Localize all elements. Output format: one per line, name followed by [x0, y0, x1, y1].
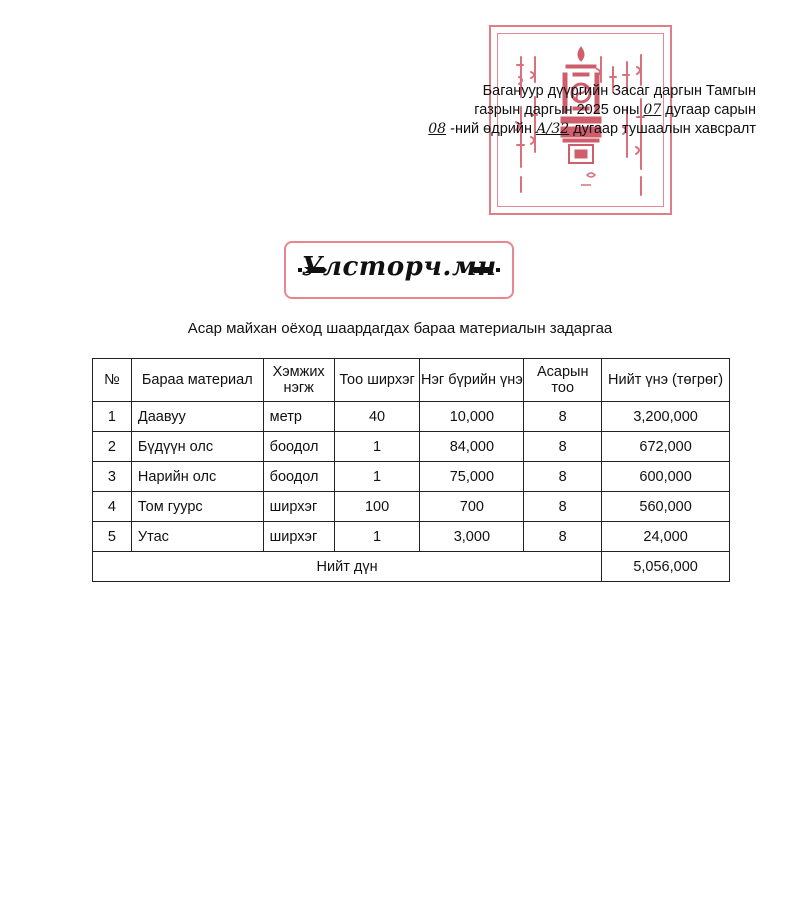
table-row [93, 432, 730, 462]
col-header-unit: Хэмжих нэгж [263, 359, 334, 402]
cell-material: Том гуурс [131, 492, 263, 522]
header-line-2-post: дугаар сарын [665, 102, 756, 118]
cell-unit: метр [263, 402, 334, 432]
cell-tent-count: 8 [524, 492, 602, 522]
table-header-row [93, 359, 730, 402]
col-header-total-price: Нийт үнэ (төгрөг) [602, 359, 730, 402]
table-row [93, 492, 730, 522]
header-line-2 [428, 101, 756, 120]
header-line-3 [428, 120, 756, 139]
materials-table [92, 358, 730, 582]
header-line-2-pre: газрын даргын 2025 оны [474, 102, 640, 118]
cell-unit: ширхэг [263, 492, 334, 522]
cell-quantity: 1 [334, 462, 420, 492]
total-label: Нийт дүн [93, 552, 602, 582]
cell-unit-price: 75,000 [420, 462, 524, 492]
cell-tent-count: 8 [524, 402, 602, 432]
appendix-header [428, 82, 756, 139]
cell-material: Даавуу [131, 402, 263, 432]
cell-total-price: 3,200,000 [602, 402, 730, 432]
table-row [93, 402, 730, 432]
cell-unit-price: 700 [420, 492, 524, 522]
table-row [93, 462, 730, 492]
header-line-3-mid: -ний өдрийн [450, 121, 532, 137]
cell-number: 2 [93, 432, 132, 462]
cell-material: Бүдүүн олс [131, 432, 263, 462]
cell-number: 3 [93, 462, 132, 492]
cell-number: 5 [93, 522, 132, 552]
col-header-quantity: Тоо ширхэг [334, 359, 420, 402]
cell-number: 4 [93, 492, 132, 522]
cell-total-price: 24,000 [602, 522, 730, 552]
col-header-material: Бараа материал [131, 359, 263, 402]
cell-tent-count: 8 [524, 522, 602, 552]
header-line-1: Багануур дүүргийн Засаг даргын Тамгын [482, 83, 756, 99]
logo-text: Улсторч.мн [301, 252, 497, 282]
header-line-3-post: дугаар тушаалын хавсралт [573, 121, 756, 137]
cell-unit-price: 3,000 [420, 522, 524, 552]
cell-total-price: 600,000 [602, 462, 730, 492]
col-header-number: № [93, 359, 132, 402]
table-row [93, 522, 730, 552]
cell-quantity: 100 [334, 492, 420, 522]
cell-unit: боодол [263, 462, 334, 492]
cell-number: 1 [93, 402, 132, 432]
document-title: Асар майхан оёход шаардагдах бараа материалын задаргаа [187, 320, 613, 337]
col-header-tent-count: Асарын тоо [524, 359, 602, 402]
cell-quantity: 1 [334, 432, 420, 462]
cell-tent-count: 8 [524, 462, 602, 492]
col-header-unit-price: Нэг бүрийн үнэ [420, 359, 524, 402]
handwritten-order-number: А/32 [536, 121, 570, 137]
cell-unit-price: 10,000 [420, 402, 524, 432]
cell-quantity: 1 [334, 522, 420, 552]
cell-unit: боодол [263, 432, 334, 462]
handwritten-day: 08 [428, 121, 447, 137]
table-total-row [93, 552, 730, 582]
cell-material: Нарийн олс [131, 462, 263, 492]
cell-total-price: 672,000 [602, 432, 730, 462]
cell-tent-count: 8 [524, 432, 602, 462]
total-value: 5,056,000 [602, 552, 730, 582]
cell-unit: ширхэг [263, 522, 334, 552]
watermark-logo-banner [284, 241, 514, 299]
cell-total-price: 560,000 [602, 492, 730, 522]
cell-unit-price: 84,000 [420, 432, 524, 462]
cell-material: Утас [131, 522, 263, 552]
cell-quantity: 40 [334, 402, 420, 432]
handwritten-month: 07 [643, 102, 662, 118]
